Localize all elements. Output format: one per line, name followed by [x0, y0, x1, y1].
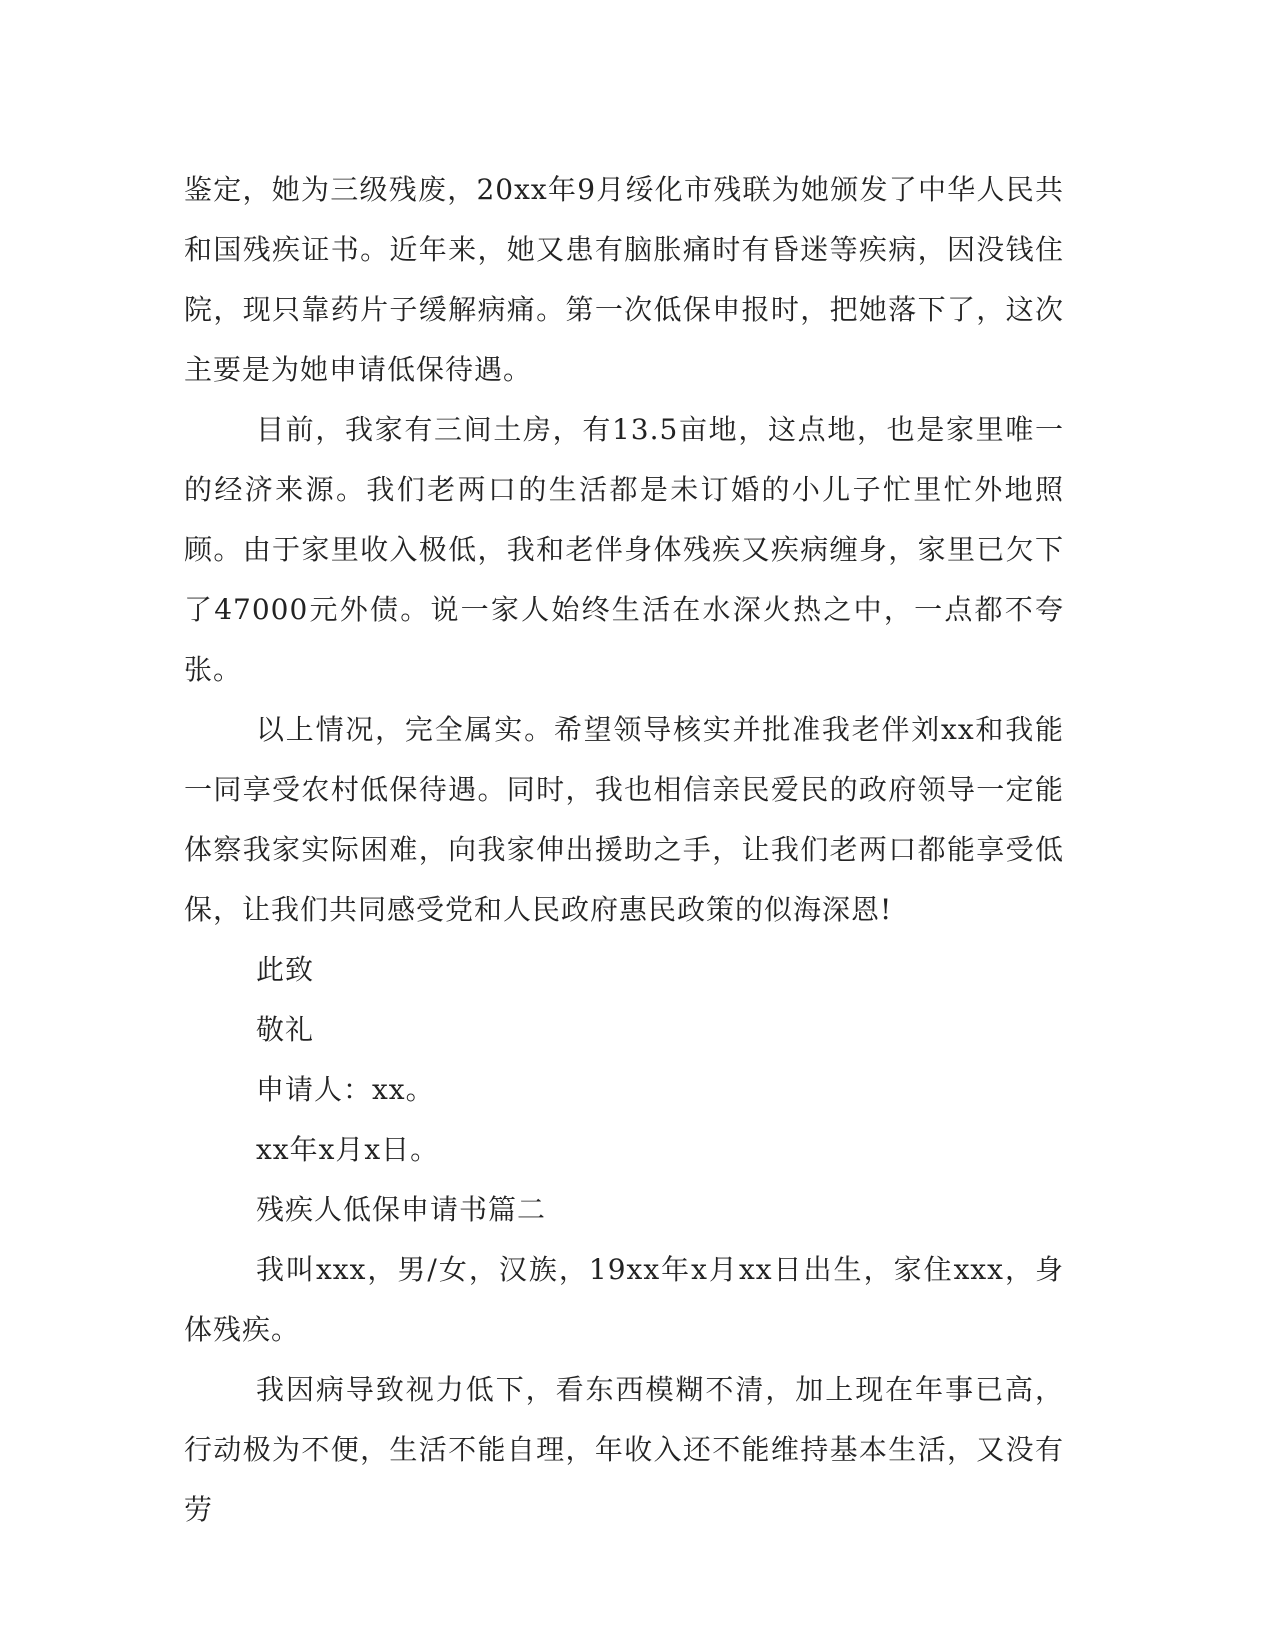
application-date: xx年x月x日。 [256, 1133, 440, 1166]
paragraph-self-introduction: 我叫xxx，男/女，汉族，19xx年x月xx日出生，家住xxx，身体残疾。 [184, 1253, 1064, 1346]
applicant-signature: 申请人：xx。 [256, 1073, 435, 1106]
closing-regards: 敬礼 [256, 1013, 315, 1046]
section-title: 残疾人低保申请书篇二 [256, 1193, 547, 1226]
paragraph-disability-certificate: 鉴定，她为三级残废，20xx年9月绥化市残联为她颁发了中华人民共和国残疾证书。近年来，她又患有脑胀痛时有昏迷等疾病，因没钱住院，现只靠药片子缓解病痛。第一次低保申报时，把她落下了，这次主要是为她申请低保待遇。 [184, 173, 1064, 386]
paragraph-health-condition: 我因病导致视力低下，看东西模糊不清，加上现在年事已高，行动极为不便，生活不能自理，年收入还不能维持基本生活，又没有劳 [184, 1373, 1064, 1526]
document-body [184, 160, 1064, 1540]
paragraph-request: 以上情况，完全属实。希望领导核实并批准我老伴刘xx和我能一同享受农村低保待遇。同时，我也相信亲民爱民的政府领导一定能体察我家实际困难，向我家伸出援助之手，让我们老两口都能享受低保，让我们共同感受党和人民政府惠民政策的似海深恩! [184, 713, 1064, 926]
closing-salutation: 此致 [256, 953, 315, 986]
paragraph-family-situation: 目前，我家有三间土房，有13.5亩地，这点地，也是家里唯一的经济来源。我们老两口的生活都是未订婚的小儿子忙里忙外地照顾。由于家里收入极低，我和老伴身体残疾又疾病缠身，家里已欠下了47000元外债。说一家人始终生活在水深火热之中，一点都不夸张。 [184, 413, 1064, 686]
